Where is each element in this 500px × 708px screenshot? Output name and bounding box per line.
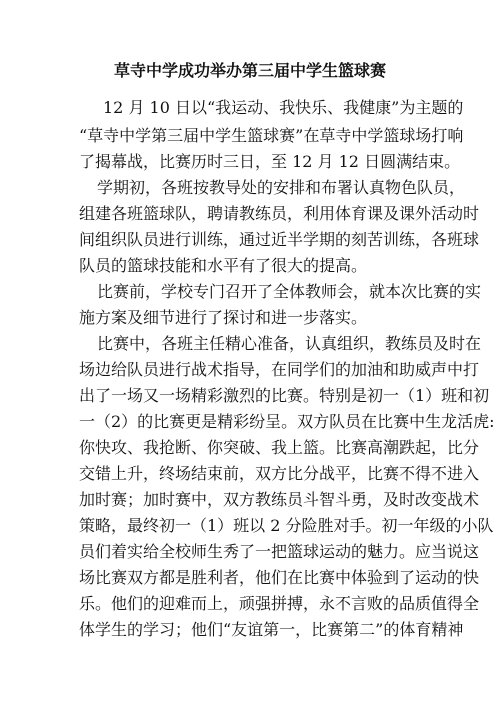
paragraph-line: 乐。他们的迎难而上，顽强拼搏，永不言败的品质值得全 [79,594,480,613]
paragraph-line: 策略，最终初一（1）班以 2 分险胜对手。初一年级的小队 [79,516,494,535]
paragraph-line: 你快攻、我抢断、你突破、我上篮。比赛高潮跌起，比分 [79,438,480,457]
paragraph-line: 了揭幕战，比赛历时三日，至 12 月 12 日圆满结束。 [79,152,461,171]
document-title: 草寺中学成功举办第三届中学生篮球赛 [113,61,386,80]
paragraph-line: 员们着实给全校师生秀了一把篮球运动的魅力。应当说这 [79,542,480,561]
paragraph-line: 场边给队员进行战术指导，在同学们的加油和助威声中打 [79,360,480,379]
paragraph-line: 比赛中，各班主任精心准备，认真组织，教练员及时在 [97,334,482,353]
paragraph-line: 一（2）的比赛更是精彩纷呈。双方队员在比赛中生龙活虎: [79,412,495,431]
paragraph-line: 交错上升，终场结束前，双方比分战平，比赛不得不进入 [79,464,480,483]
paragraph-line: 施方案及细节进行了探讨和进一步落实。 [79,308,368,327]
paragraph-line: 12 月 10 日以“我运动、我快乐、我健康”为主题的 [103,98,464,117]
paragraph-line: 出了一场又一场精彩激烈的比赛。特别是初一（1）班和初 [79,386,490,405]
paragraph-line: “草寺中学第三届中学生篮球赛”在草寺中学篮球场打响 [79,126,464,145]
paragraph-line: 组建各班篮球队，聘请教练员，利用体育课及课外活动时 [79,204,480,223]
paragraph-line: 场比赛双方都是胜利者，他们在比赛中体验到了运动的快 [79,568,480,587]
paragraph-line: 队员的篮球技能和水平有了很大的提高。 [79,256,368,275]
paragraph-line: 比赛前，学校专门召开了全体教师会，就本次比赛的实 [97,282,482,301]
paragraph-line: 加时赛；加时赛中，双方教练员斗智斗勇，及时改变战术 [79,490,480,509]
paragraph-line: 体学生的学习；他们“友谊第一，比赛第二”的体育精神 [79,620,464,639]
paragraph-line: 学期初，各班按教导处的安排和布署认真物色队员， [97,178,466,197]
paragraph-line: 间组织队员进行训练，通过近半学期的刻苦训练，各班球 [79,230,480,249]
